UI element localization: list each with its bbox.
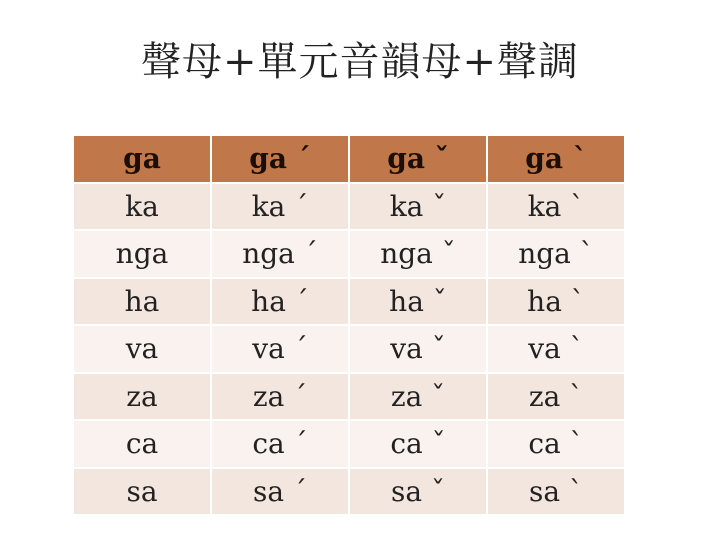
table-cell: sa ˇ (349, 468, 487, 516)
table-cell: va ˋ (487, 325, 625, 373)
table-cell: ca ˇ (349, 420, 487, 468)
table-cell: ha ˇ (349, 278, 487, 326)
header-cell: ga ˇ (349, 135, 487, 183)
table-cell: ha ˊ (211, 278, 349, 326)
table-row (73, 468, 625, 516)
table-row (73, 420, 625, 468)
table-row (73, 325, 625, 373)
table-row (73, 278, 625, 326)
table-cell: za ˋ (487, 373, 625, 421)
table-row (73, 373, 625, 421)
table-cell: ha (73, 278, 211, 326)
table-cell: ca (73, 420, 211, 468)
table-cell: nga ˋ (487, 230, 625, 278)
table-cell: va (73, 325, 211, 373)
table-cell: ca ˊ (211, 420, 349, 468)
table-row (73, 183, 625, 231)
table-cell: za ˇ (349, 373, 487, 421)
table-cell: va ˇ (349, 325, 487, 373)
table-row (73, 230, 625, 278)
table-header-row (73, 135, 625, 183)
table-cell: za (73, 373, 211, 421)
table-cell: va ˊ (211, 325, 349, 373)
page-title: 聲母+單元音韻母+聲調 (140, 39, 580, 85)
header-cell: ga ˋ (487, 135, 625, 183)
header-cell: ga (73, 135, 211, 183)
table-cell: ha ˋ (487, 278, 625, 326)
table-cell: sa (73, 468, 211, 516)
table-cell: ca ˋ (487, 420, 625, 468)
header-cell: ga ˊ (211, 135, 349, 183)
syllable-table (72, 134, 626, 516)
table-cell: nga ˊ (211, 230, 349, 278)
table-cell: ka ˇ (349, 183, 487, 231)
table-cell: ka ˊ (211, 183, 349, 231)
table-cell: nga ˇ (349, 230, 487, 278)
table-cell: ka ˋ (487, 183, 625, 231)
table-cell: nga (73, 230, 211, 278)
table-cell: ka (73, 183, 211, 231)
table-cell: sa ˋ (487, 468, 625, 516)
table-cell: za ˊ (211, 373, 349, 421)
table-cell: sa ˊ (211, 468, 349, 516)
